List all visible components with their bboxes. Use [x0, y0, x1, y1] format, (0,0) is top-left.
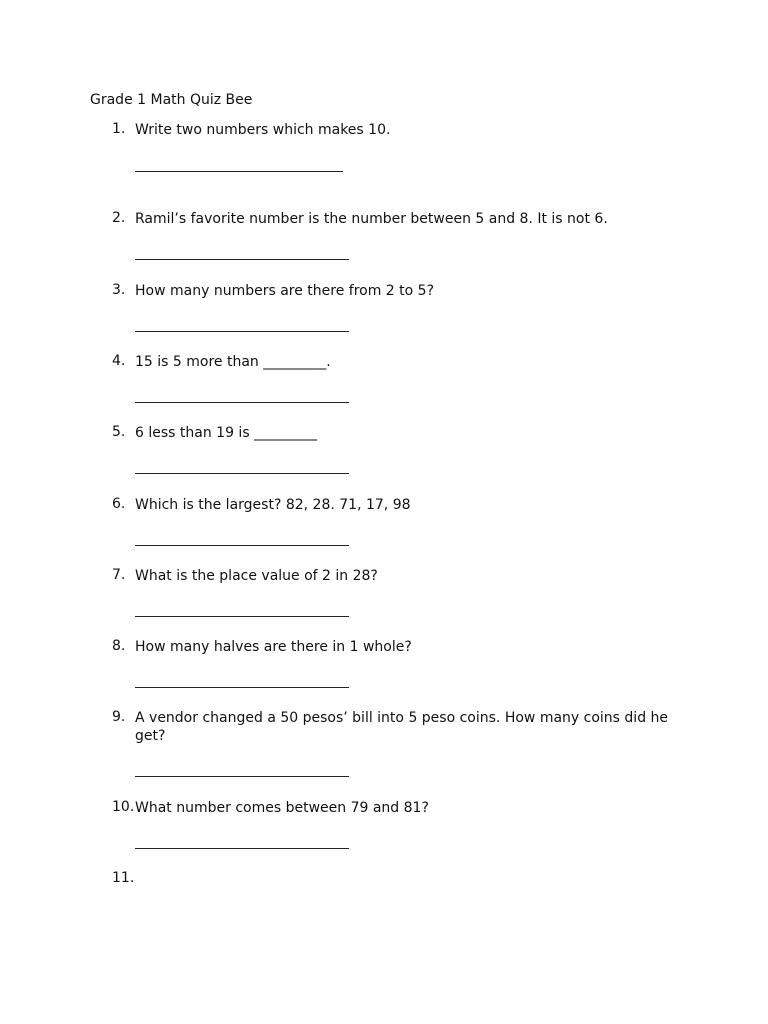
question-number: 8. — [112, 638, 126, 654]
answer-line — [135, 848, 349, 849]
question-text: What is the place value of 2 in 28? — [135, 568, 378, 584]
answer-line — [135, 402, 349, 403]
answer-line — [135, 171, 343, 172]
question-number: 6. — [112, 496, 126, 512]
question-number: 4. — [112, 353, 126, 369]
question-text: 6 less than 19 is _________ — [135, 425, 318, 441]
answer-line — [135, 545, 349, 546]
question-number: 7. — [112, 567, 126, 583]
question-number: 9. — [112, 709, 126, 725]
answer-line — [135, 776, 349, 777]
answer-line — [135, 616, 349, 617]
question-text: How many halves are there in 1 whole? — [135, 639, 412, 655]
question-number: 11. — [112, 870, 135, 886]
question-text: 15 is 5 more than _________. — [135, 354, 331, 370]
question-text: How many numbers are there from 2 to 5? — [135, 283, 435, 299]
quiz-title: Grade 1 Math Quiz Bee — [90, 92, 253, 108]
answer-line — [135, 259, 349, 260]
question-number: 1. — [112, 121, 126, 137]
question-number: 10. — [112, 799, 135, 815]
question-text: What number comes between 79 and 81? — [135, 800, 429, 816]
question-text: Ramil’s favorite number is the number between 5 and 8. It is not 6. — [135, 211, 608, 227]
answer-line — [135, 473, 349, 474]
question-text: Which is the largest? 82, 28. 71, 17, 98 — [135, 497, 411, 513]
answer-line — [135, 331, 349, 332]
answer-line — [135, 687, 349, 688]
question-text: Write two numbers which makes 10. — [135, 122, 391, 138]
question-number: 5. — [112, 424, 126, 440]
question-number: 3. — [112, 282, 126, 298]
question-number: 2. — [112, 210, 126, 226]
question-text: A vendor changed a 50 pesos’ bill into 5 peso coins. How many coins did he get? — [135, 710, 669, 744]
